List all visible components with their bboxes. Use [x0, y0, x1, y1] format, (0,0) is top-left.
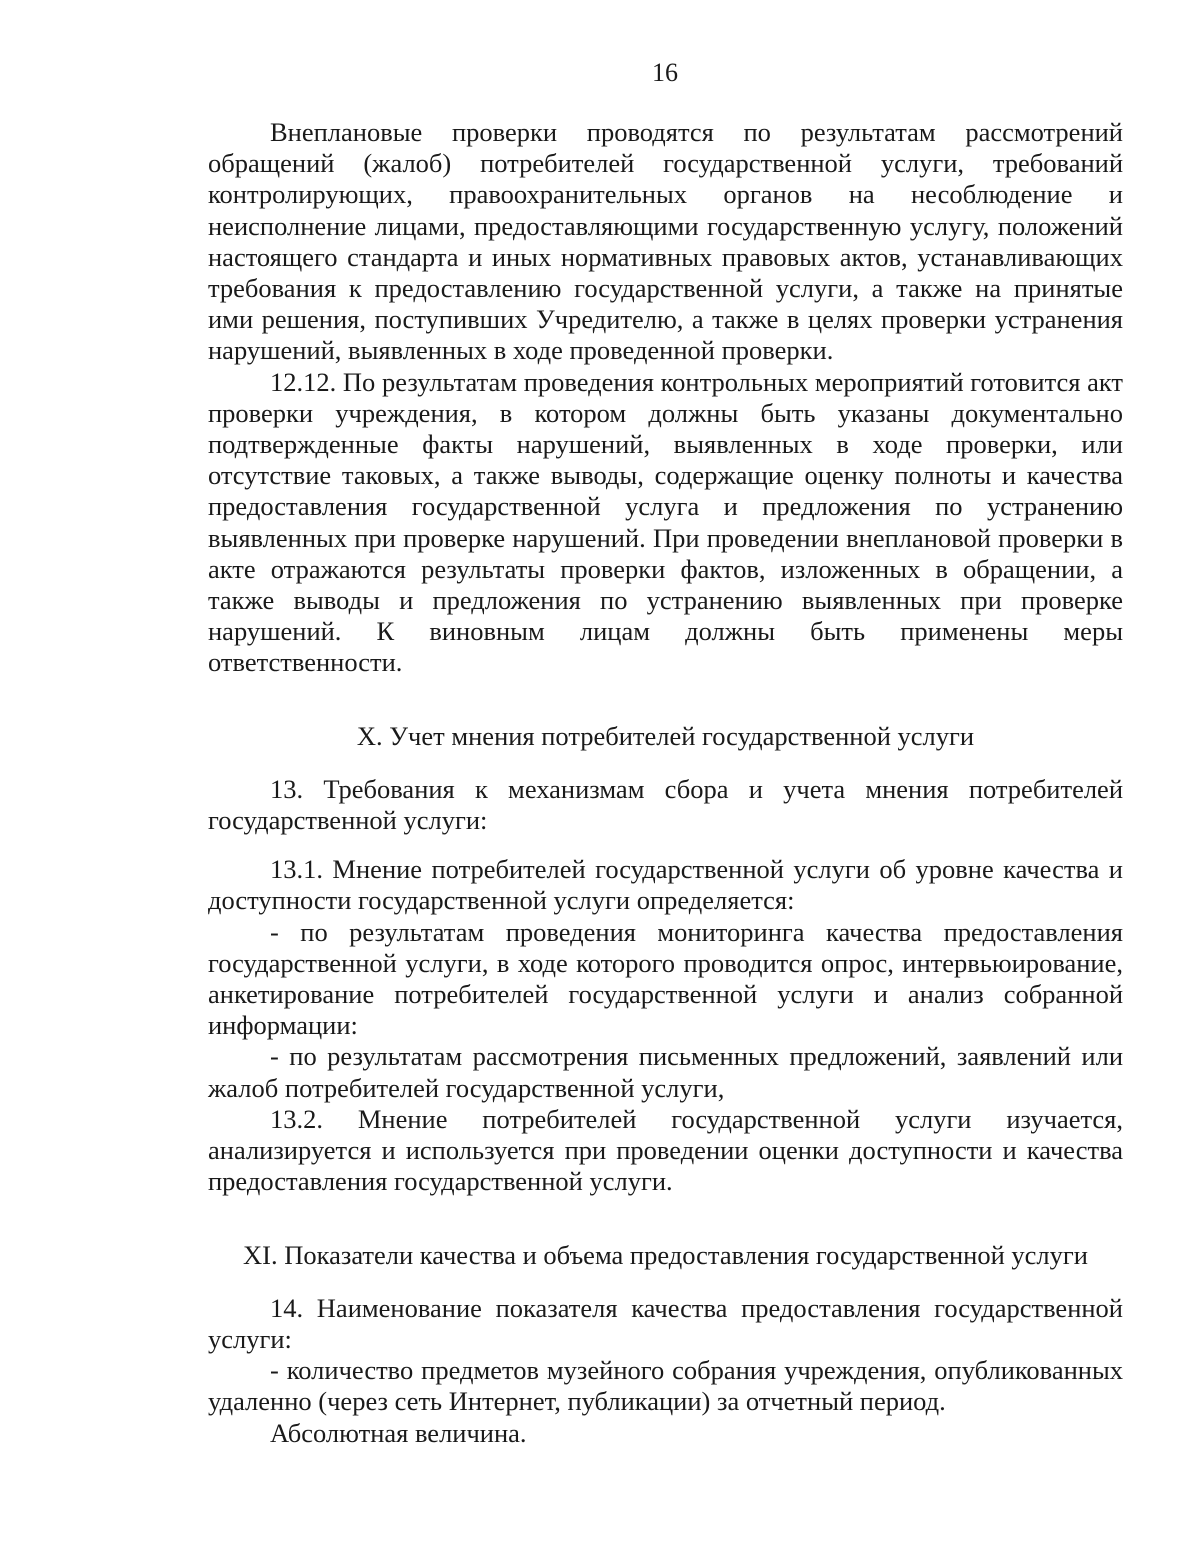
section-xi-heading: XI. Показатели качества и объема предоставления государственной услуги: [243, 1239, 1088, 1270]
page-number: 16: [652, 58, 678, 87]
paragraph-13-1: 13.1. Мнение потребителей государственной услуги об уровне качества и доступности государственной услуги определяется:: [208, 854, 1123, 916]
measure-unit: Абсолютная величина.: [270, 1417, 527, 1448]
list-item-written-proposals: - по результатам рассмотрения письменных предложений, заявлений или жалоб потребителей государственной услуги,: [208, 1041, 1123, 1103]
list-item-museum-items: - количество предметов музейного собрания учреждения, опубликованных удаленно (через сеть Интернет, публикации) за отчетный период.: [208, 1355, 1123, 1417]
paragraph-13-2: 13.2. Мнение потребителей государственной услуги изучается, анализируется и используется при проведении оценки доступности и качества предоставления государственной услуги.: [208, 1103, 1123, 1197]
list-item-monitoring: - по результатам проведения мониторинга качества предоставления государственной услуги, в ходе которого проводится опрос, интервьюирование, анкетирование потребителей государственной услуги и анализ собранной информации:: [208, 916, 1123, 1041]
spacer: [208, 836, 1123, 854]
document-body: [208, 117, 1123, 1449]
section-x-heading: X. Учет мнения потребителей государственной услуги: [356, 720, 975, 751]
paragraph-14: 14. Наименование показателя качества предоставления государственной услуги:: [208, 1292, 1123, 1354]
paragraph-12-12: 12.12. По результатам проведения контрольных мероприятий готовится акт проверки учреждения, в котором должны быть указаны документально подтвержденные факты нарушений, выявленных в ходе проверки, или отсутствие таковых, а также выводы, содержащие оценку полноты и качества предоставления государственной услуга и предложения по устранению выявленных при проверке нарушений. При проведении внеплановой проверки в акте отражаются результаты проверки фактов, изложенных в обращении, а также выводы и предложения по устранению выявленных при проверке нарушений. К виновным лицам должны быть применены меры ответственности.: [208, 366, 1123, 678]
paragraph-unscheduled-inspections: Внеплановые проверки проводятся по результатам рассмотрений обращений (жалоб) потребителей государственной услуги, требований контролирующих, правоохранительных органов на несоблюдение и неисполнение лицами, предоставляющими государственную услугу, положений настоящего стандарта и иных нормативных правовых актов, устанавливающих требования к предоставлению государственной услуги, а также на принятые ими решения, поступивших Учредителю, а также в целях проверки устранения нарушений, выявленных в ходе проведенной проверки.: [208, 117, 1123, 366]
paragraph-13: 13. Требования к механизмам сбора и учета мнения потребителей государственной услуги:: [208, 773, 1123, 836]
